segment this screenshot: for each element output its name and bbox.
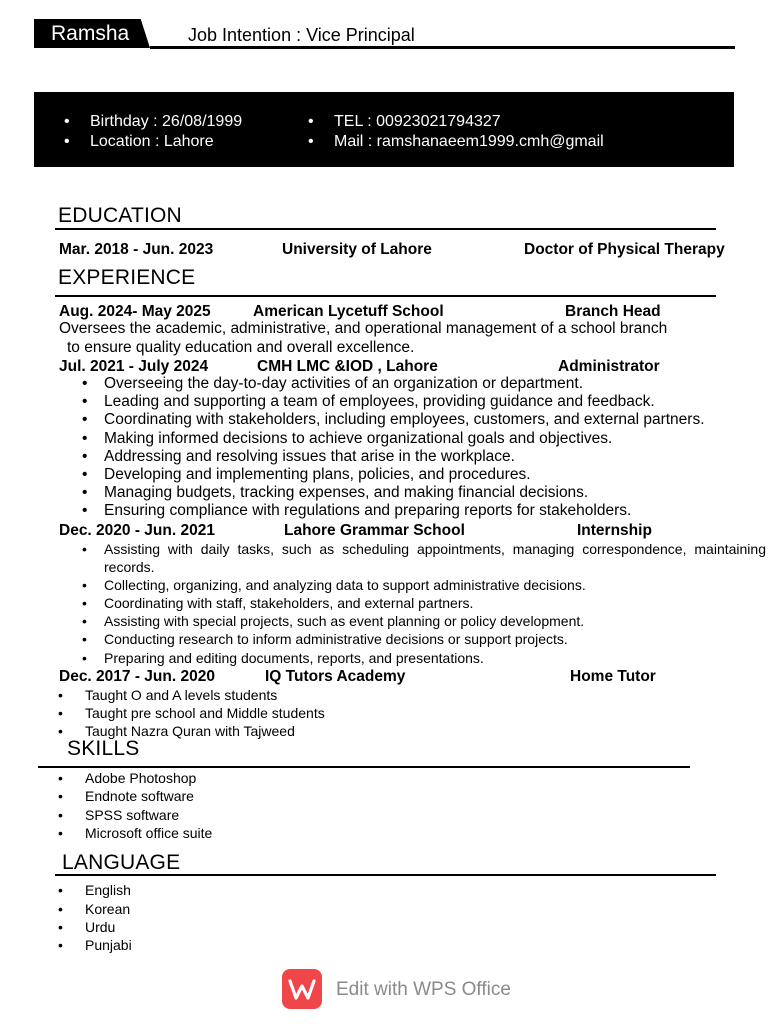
- job-intention: Job Intention : Vice Principal: [188, 25, 415, 45]
- list-item-text: Coordinating with staff, stakeholders, and external partners.: [104, 595, 474, 611]
- tel-text: TEL : 00923021794327: [334, 113, 501, 130]
- mail-text: Mail : ramshanaeem1999.cmh@gmail: [334, 133, 604, 150]
- job-org: American Lycetuff School: [253, 303, 444, 320]
- list-item: [82, 448, 515, 466]
- bullet-dot: •: [58, 807, 63, 823]
- header-divider: [150, 46, 735, 49]
- contact-location: [64, 132, 214, 152]
- bullet-dot: •: [308, 133, 314, 150]
- list-item-text: Overseeing the day-to-day activities of an organization or department.: [104, 375, 584, 392]
- list-item: [82, 502, 632, 520]
- list-item: [82, 393, 655, 411]
- bullet-dot: •: [82, 613, 87, 629]
- language-text: English: [85, 882, 131, 898]
- language-text: Punjabi: [85, 937, 132, 953]
- list-item-text: Making informed decisions to achieve organizational goals and objectives.: [104, 430, 613, 447]
- education-heading: EDUCATION: [58, 204, 182, 227]
- job-role: Home Tutor: [570, 668, 656, 685]
- job-role: Branch Head: [565, 303, 661, 320]
- skill-text: SPSS software: [85, 807, 180, 823]
- list-item: [82, 540, 766, 576]
- list-item-text: Coordinating with stakeholders, including employees, customers, and external partners.: [104, 411, 705, 428]
- list-item: [58, 918, 116, 936]
- bullet-dot: •: [82, 541, 87, 557]
- job-dates: Jul. 2021 - July 2024: [59, 358, 209, 375]
- job-org: IQ Tutors Academy: [265, 668, 406, 685]
- job-dates: Dec. 2020 - Jun. 2021: [59, 522, 215, 539]
- list-item-text: Preparing and editing documents, reports, and presentations.: [104, 650, 484, 666]
- bullet-dot: •: [82, 577, 87, 593]
- list-item-text: Taught Nazra Quran with Tajweed: [85, 723, 295, 739]
- bullet-dot: •: [308, 113, 314, 130]
- list-item: [58, 900, 131, 918]
- list-item-text: Developing and implementing plans, policies, and procedures.: [104, 466, 531, 483]
- skills-heading: SKILLS: [67, 737, 140, 760]
- bullet-dot: •: [58, 723, 63, 739]
- job-dates: Aug. 2024- May 2025: [59, 303, 211, 320]
- list-item: [82, 375, 584, 393]
- bullet-dot: •: [58, 937, 63, 953]
- experience-heading: EXPERIENCE: [58, 266, 196, 289]
- job-summary-line: to ensure quality education and overall excellence.: [67, 339, 415, 356]
- language-text: Korean: [85, 901, 131, 917]
- skill-text: Adobe Photoshop: [85, 770, 197, 786]
- list-item: [58, 787, 194, 805]
- list-item-text: Collecting, organizing, and analyzing data to support administrative decisions.: [104, 577, 586, 593]
- skills-divider: [38, 766, 690, 768]
- bullet-dot: •: [82, 448, 88, 465]
- list-item: [58, 824, 213, 842]
- list-item: [58, 806, 180, 824]
- list-item: [82, 612, 585, 630]
- list-item: [58, 881, 131, 899]
- bullet-dot: •: [58, 882, 63, 898]
- list-item: [58, 686, 278, 704]
- bullet-dot: •: [82, 393, 88, 410]
- list-item-text: Addressing and resolving issues that arise in the workplace.: [104, 448, 515, 465]
- education-school: University of Lahore: [282, 241, 432, 258]
- candidate-name: Ramsha: [51, 22, 130, 45]
- list-item-text: Assisting with daily tasks, such as scheduling appointments, managing correspondence, maintaining records.: [104, 541, 766, 576]
- bullet-dot: •: [82, 375, 88, 392]
- wps-w-glyph-icon: [282, 969, 322, 1009]
- list-item-text: Conducting research to inform administrative decisions or support projects.: [104, 631, 568, 647]
- bullet-dot: •: [82, 411, 88, 428]
- bullet-dot: •: [58, 705, 63, 721]
- contact-birthday: [64, 112, 243, 132]
- list-item: [82, 576, 586, 594]
- job-role: Administrator: [558, 358, 660, 375]
- list-item: [58, 769, 197, 787]
- education-dates: Mar. 2018 - Jun. 2023: [59, 241, 214, 258]
- list-item: [82, 630, 568, 648]
- list-item-text: Ensuring compliance with regulations and preparing reports for stakeholders.: [104, 502, 632, 519]
- list-item-text: Leading and supporting a team of employees, providing guidance and feedback.: [104, 393, 655, 410]
- list-item: [82, 411, 705, 429]
- bullet-dot: •: [64, 113, 70, 130]
- bullet-dot: •: [82, 650, 87, 666]
- skill-text: Endnote software: [85, 788, 194, 804]
- wps-logo-icon[interactable]: [282, 969, 322, 1009]
- bullet-dot: •: [58, 687, 63, 703]
- list-item: [58, 936, 132, 954]
- bullet-dot: •: [58, 919, 63, 935]
- list-item: [82, 594, 474, 612]
- job-dates: Dec. 2017 - Jun. 2020: [59, 668, 215, 685]
- location-text: Location : Lahore: [90, 133, 214, 150]
- list-item-text: Managing budgets, tracking expenses, and making financial decisions.: [104, 484, 589, 501]
- job-org: Lahore Grammar School: [284, 522, 465, 539]
- list-item: [58, 704, 325, 722]
- list-item-text: Taught pre school and Middle students: [85, 705, 325, 721]
- education-degree: Doctor of Physical Therapy: [524, 241, 725, 258]
- contact-mail: [308, 132, 604, 152]
- job-summary-line: Oversees the academic, administrative, and operational management of a school branch: [59, 320, 668, 337]
- contact-bar: [34, 92, 734, 167]
- experience-divider: [55, 295, 716, 297]
- bullet-dot: •: [58, 901, 63, 917]
- list-item: [82, 649, 484, 667]
- bullet-dot: •: [82, 466, 88, 483]
- list-item-text: Taught O and A levels students: [85, 687, 278, 703]
- wps-edit-link[interactable]: Edit with WPS Office: [336, 979, 511, 1000]
- birthday-text: Birthday : 26/08/1999: [90, 113, 243, 130]
- language-heading: LANGUAGE: [62, 851, 181, 874]
- list-item: [82, 430, 613, 448]
- list-item: [82, 484, 589, 502]
- bullet-dot: •: [82, 595, 87, 611]
- bullet-dot: •: [82, 430, 88, 447]
- bullet-dot: •: [58, 770, 63, 786]
- list-item-text: Assisting with special projects, such as event planning or policy development.: [104, 613, 585, 629]
- list-item: [82, 466, 531, 484]
- contact-tel: [308, 112, 501, 132]
- bullet-dot: •: [82, 484, 88, 501]
- language-divider: [55, 874, 716, 876]
- job-role: Internship: [577, 522, 652, 539]
- education-divider: [55, 228, 716, 230]
- job-org: CMH LMC &IOD , Lahore: [257, 358, 438, 375]
- bullet-dot: •: [82, 631, 87, 647]
- bullet-dot: •: [58, 788, 63, 804]
- bullet-dot: •: [82, 502, 88, 519]
- bullet-dot: •: [58, 825, 63, 841]
- skill-text: Microsoft office suite: [85, 825, 213, 841]
- bullet-dot: •: [64, 133, 70, 150]
- language-text: Urdu: [85, 919, 116, 935]
